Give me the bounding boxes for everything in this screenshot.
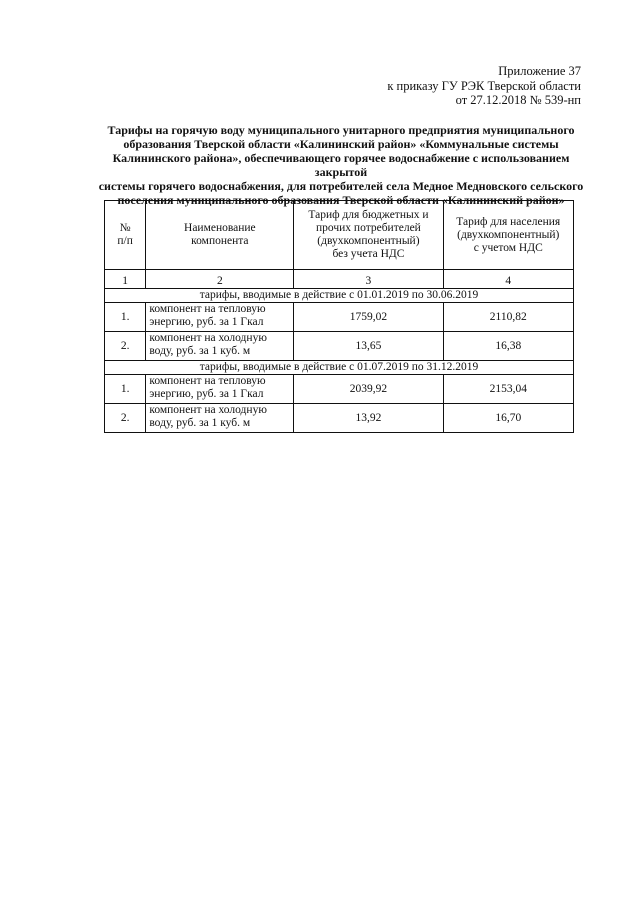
- tariff-table: [104, 200, 574, 433]
- column-number: 2: [146, 270, 294, 289]
- column-number: 3: [294, 270, 443, 289]
- population-tariff-value: 16,38: [443, 332, 574, 361]
- title-line: поселения муниципального образования Тверской области «Калининский район»: [117, 193, 565, 207]
- table-row: [105, 303, 574, 332]
- title-line: Калининского района», обеспечивающего горячее водоснабжение с использованием закрытой: [112, 151, 570, 179]
- budget-tariff-value: 13,92: [294, 404, 443, 433]
- table-row: [105, 404, 574, 433]
- column-number: 4: [443, 270, 574, 289]
- row-number: 1.: [105, 303, 146, 332]
- component-name: компонент на тепловую энергию, руб. за 1 Гкал: [146, 375, 294, 404]
- population-tariff-value: 2153,04: [443, 375, 574, 404]
- population-tariff-value: 16,70: [443, 404, 574, 433]
- appendix-header: [387, 64, 581, 108]
- header-component-name: Наименование компонента: [146, 201, 294, 270]
- population-tariff-value: 2110,82: [443, 303, 574, 332]
- document-title: [86, 123, 596, 207]
- component-name: компонент на холодную воду, руб. за 1 куб. м: [146, 404, 294, 433]
- title-line: системы горячего водоснабжения, для потребителей села Медное Медновского сельского: [98, 179, 584, 193]
- table-header-row: [105, 201, 574, 270]
- order-date: от 27.12.2018 № 539-нп: [455, 93, 581, 107]
- table-row: [105, 332, 574, 361]
- header-budget-tariff: Тариф для бюджетных и прочих потребителей (двухкомпонентный) без учета НДС: [294, 201, 443, 270]
- column-number: 1: [105, 270, 146, 289]
- header-population-tariff: Тариф для населения (двухкомпонентный) с учетом НДС: [443, 201, 574, 270]
- row-number: 1.: [105, 375, 146, 404]
- period-label: тарифы, вводимые в действие с 01.07.2019 по 31.12.2019: [105, 361, 574, 375]
- period-label: тарифы, вводимые в действие с 01.01.2019 по 30.06.2019: [105, 289, 574, 303]
- table-row: [105, 375, 574, 404]
- budget-tariff-value: 13,65: [294, 332, 443, 361]
- component-name: компонент на холодную воду, руб. за 1 куб. м: [146, 332, 294, 361]
- order-reference: к приказу ГУ РЭК Тверской области: [387, 78, 581, 93]
- component-name: компонент на тепловую энергию, руб. за 1 Гкал: [146, 303, 294, 332]
- row-number: 2.: [105, 332, 146, 361]
- period-row: [105, 361, 574, 375]
- budget-tariff-value: 1759,02: [294, 303, 443, 332]
- budget-tariff-value: 2039,92: [294, 375, 443, 404]
- period-row: [105, 289, 574, 303]
- header-number: № п/п: [105, 201, 146, 270]
- title-line: образования Тверской области «Калининский район» «Коммунальные системы: [123, 137, 559, 151]
- row-number: 2.: [105, 404, 146, 433]
- column-number-row: [105, 270, 574, 289]
- title-line: Тарифы на горячую воду муниципального унитарного предприятия муниципального: [107, 123, 575, 137]
- appendix-number: Приложение 37: [498, 64, 581, 78]
